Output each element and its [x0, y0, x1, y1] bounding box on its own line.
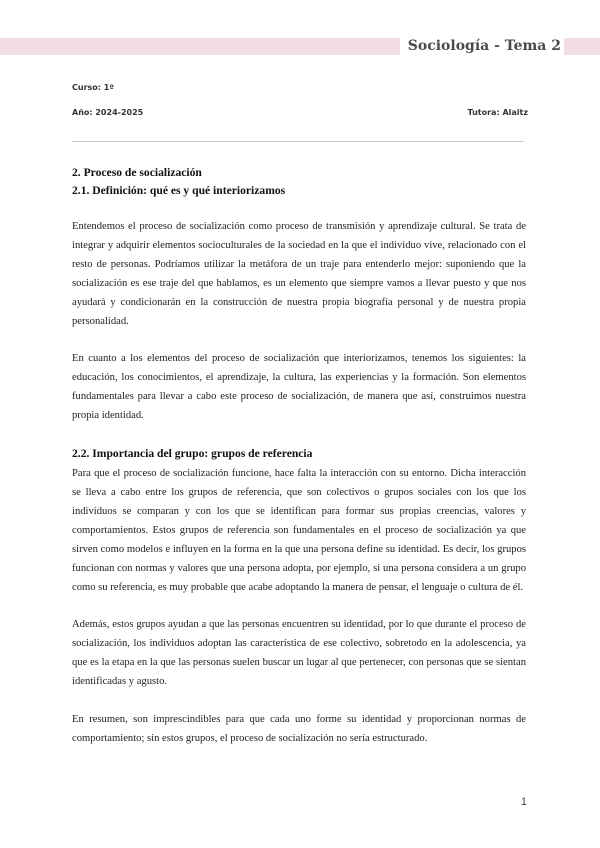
paragraph: Además, estos grupos ayudan a que las personas encuentren su identidad, por lo que durante el proceso de socialización, los individuos adoptan las característica de ese colectivo, sobretodo en la adolescencia, ya que es la etapa en la que las personas suelen buscar un lugar al que pertenecer, con personas que se sientan identificadas y agusto. [72, 619, 526, 688]
paragraph: Para que el proceso de socialización funcione, hace falta la interacción con su entorno. Dicha interacción se lleva a cabo entre los grupos de referencia, que son colectivos o grupos sociales con los que los individuos se comparan y con los que se identifican para formar sus propias creencias, valores y comportamientos. Estos grupos de referencia son fundamentales en el proceso de socialización ya que sirven como modelos e influyen en la forma en la que una persona define su identidad. Es decir, los grupos funcionan con normas y valores que una persona adopta, por ejemplo, si una persona considera a un grupo como su referencia, es muy probable que acabe adoptando la manera de pensar, el lenguaje o cultura de él. [72, 468, 526, 593]
subsection-title: 2.2. Importancia del grupo: grupos de referencia [72, 447, 313, 461]
paragraph: En cuanto a los elementos del proceso de socialización que interiorizamos, tenemos los siguientes: la educación, los conocimientos, el aprendizaje, la cultura, las experiencias y la formación. Son elementos fundamentales para llevar a cabo este proceso de socialización, de manera que así, construimos nuestra propia identidad. [72, 353, 526, 422]
page-number: 1 [520, 796, 527, 808]
paragraph: En resumen, son imprescindibles para que cada uno forme su identidad y proporcionan normas de comportamiento; sin estos grupos, el proceso de socialización no sería estructurado. [72, 714, 526, 744]
year-label: Año: 2024-2025 [72, 108, 144, 117]
tutor-label: Tutora: Alaitz [467, 108, 528, 117]
document-body [72, 164, 526, 749]
section-title: 2. Proceso de socialización [72, 166, 202, 179]
header-divider [72, 141, 524, 142]
paragraph: Entendemos el proceso de socialización como proceso de transmisión y aprendizaje cultural. Se trata de integrar y adquirir elementos socioculturales de la sociedad en la que el individuo vive, relacionado con el resto de personas. Podríamos utilizar la metáfora de un traje para entenderlo mejor: suponiendo que la socialización es ese traje del que hablamos, es un elemento que siempre vamos a llevar puesto y que nos ayudará y condicionarán en la construcción de nuestra propia biografía personal y de nuestra propia personalidad. [72, 221, 526, 327]
course-label: Curso: 1º [72, 83, 114, 92]
subsection-title: 2.1. Definición: qué es y qué interiorizamos [72, 184, 286, 197]
document-title: Sociología - Tema 2 [400, 35, 564, 57]
